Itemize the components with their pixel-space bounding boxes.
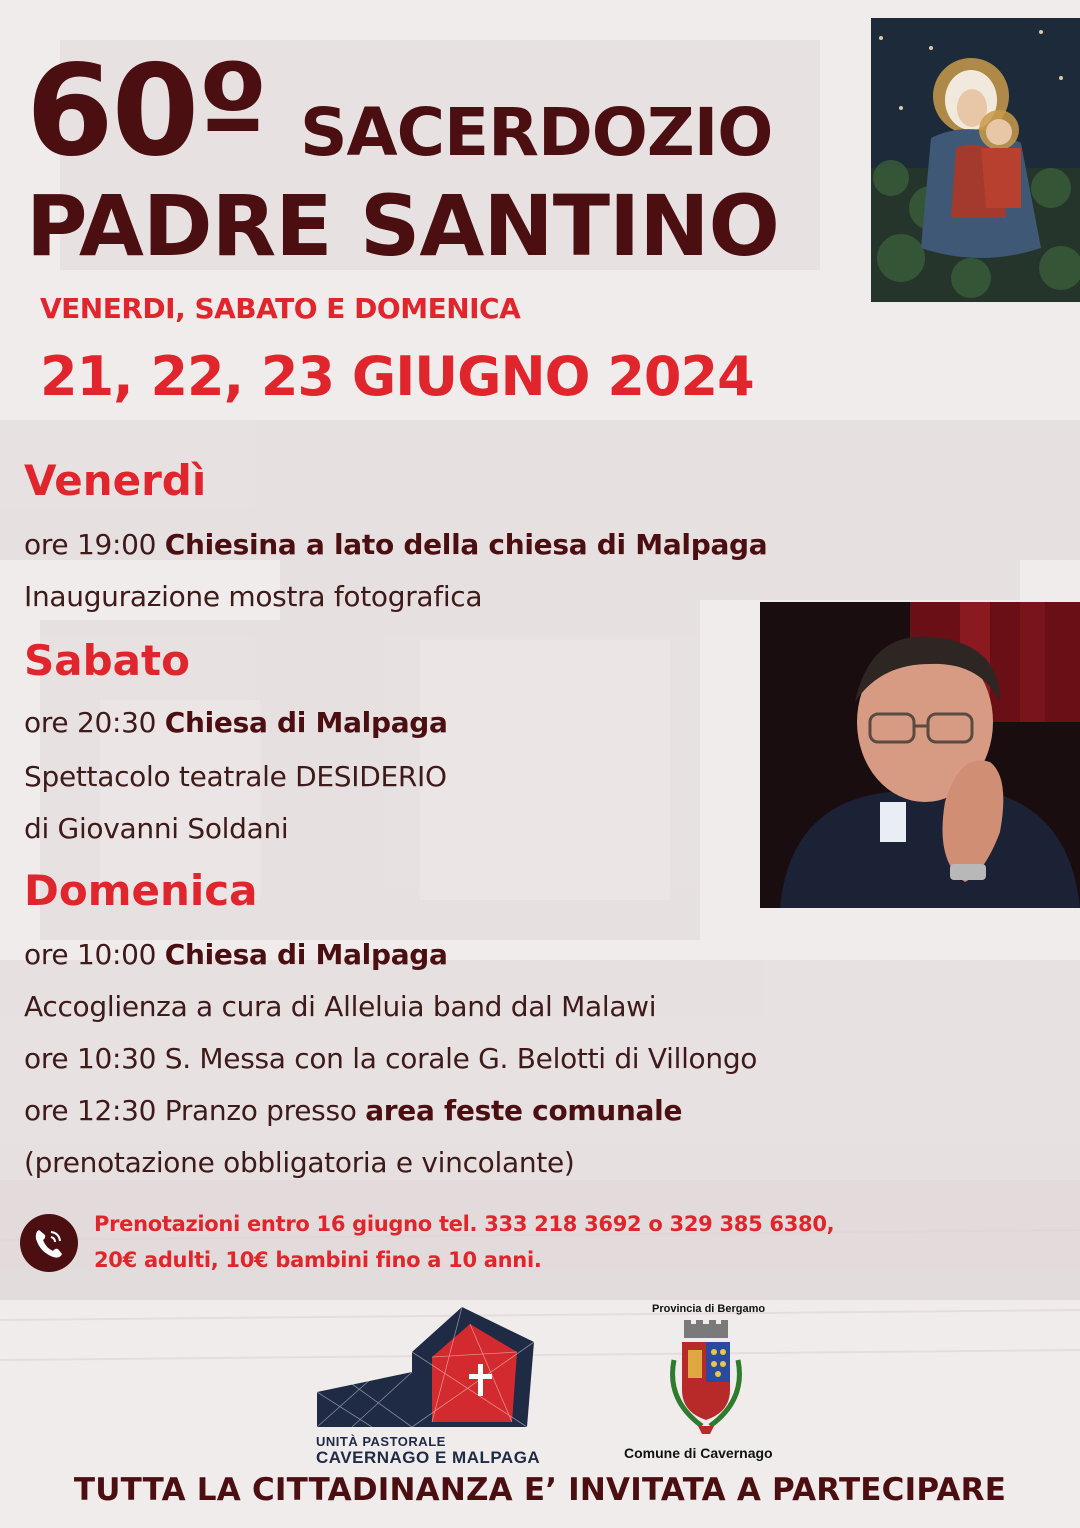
saturday-place: Chiesa di Malpaga	[164, 706, 448, 739]
booking-line-1: Prenotazioni entro 16 giugno tel. 333 218 3692 o 329 385 6380,	[94, 1212, 835, 1236]
phone-icon	[20, 1214, 78, 1272]
booking-line-2: 20€ adulti, 10€ bambini fino a 10 anni.	[94, 1248, 542, 1272]
sunday-lunch-pre: ore 12:30 Pranzo presso	[24, 1094, 366, 1127]
title-number: 60º	[26, 37, 267, 184]
sunday-lunch-place: area feste comunale	[365, 1094, 683, 1127]
days-line: VENERDI, SABATO E DOMENICA	[40, 292, 521, 325]
province-label: Provincia di Bergamo	[652, 1303, 766, 1315]
comune-label: Comune di Cavernago	[624, 1445, 773, 1461]
dates-line: 21, 22, 23 GIUGNO 2024	[40, 345, 754, 408]
parish-logo	[312, 1302, 542, 1432]
parish-label-1: UNITÀ PASTORALE	[316, 1434, 446, 1449]
saturday-heading: Sabato	[24, 636, 190, 685]
comune-crest-icon	[656, 1320, 756, 1438]
saturday-time: ore 20:30	[24, 706, 165, 739]
footer-invitation: TUTTA LA CITTADINANZA E’ INVITATA A PARTECIPARE	[73, 1472, 1007, 1508]
sunday-line-2: Accoglienza a cura di Alleluia band dal Malawi	[24, 990, 657, 1023]
saturday-line-1	[24, 706, 448, 739]
padre-santino-photo	[760, 602, 1080, 908]
sunday-line-3: ore 10:30 S. Messa con la corale G. Belotti di Villongo	[24, 1042, 758, 1075]
saturday-line-3: di Giovanni Soldani	[24, 812, 289, 845]
friday-line-1	[24, 528, 767, 561]
title-padre-santino: PADRE SANTINO	[26, 177, 779, 275]
title-sacerdozio: SACERDOZIO	[300, 94, 773, 171]
madonna-painting-image	[871, 18, 1080, 302]
friday-line-2: Inaugurazione mostra fotografica	[24, 580, 483, 613]
sunday-line-1	[24, 938, 448, 971]
sunday-place: Chiesa di Malpaga	[164, 938, 448, 971]
friday-time: ore 19:00	[24, 528, 165, 561]
sunday-line-5: (prenotazione obbligatoria e vincolante)	[24, 1146, 575, 1179]
saturday-line-2: Spettacolo teatrale DESIDERIO	[24, 760, 447, 793]
sunday-heading: Domenica	[24, 866, 258, 915]
friday-heading: Venerdì	[24, 456, 207, 505]
sunday-time: ore 10:00	[24, 938, 165, 971]
parish-label-2: CAVERNAGO E MALPAGA	[316, 1448, 541, 1467]
friday-place: Chiesina a lato della chiesa di Malpaga	[164, 528, 768, 561]
sunday-line-4	[24, 1094, 682, 1127]
